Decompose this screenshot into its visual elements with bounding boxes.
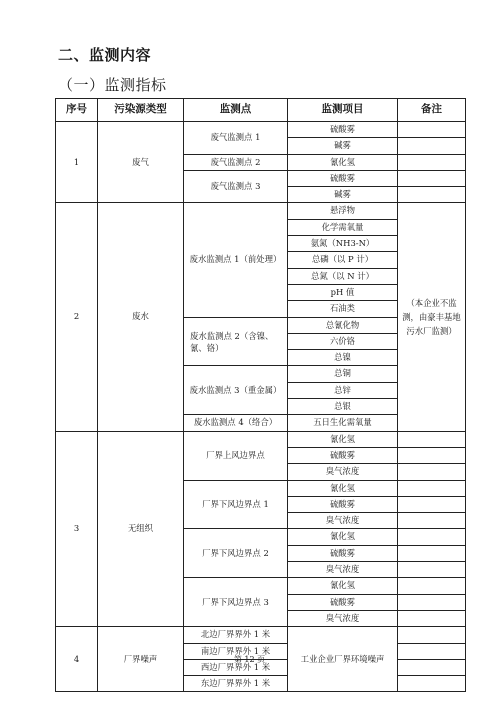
table-row bbox=[56, 431, 466, 447]
note-cell bbox=[398, 464, 466, 480]
source-type-cell: 废水 bbox=[98, 203, 184, 431]
header-cell: 监测项目 bbox=[288, 99, 398, 122]
monitoring-item-cell: 总氰化物 bbox=[288, 317, 398, 333]
note-cell: （本企业不监测，由豪丰基地污水厂监测） bbox=[398, 203, 466, 431]
monitoring-item-cell: 总银 bbox=[288, 399, 398, 415]
note-cell bbox=[398, 447, 466, 463]
monitoring-point-cell: 废气监测点 2 bbox=[184, 154, 288, 170]
monitoring-item-cell: 碱雾 bbox=[288, 138, 398, 154]
monitoring-item-cell: 总氮（以 N 计） bbox=[288, 268, 398, 284]
monitoring-item-cell: 硫酸雾 bbox=[288, 594, 398, 610]
monitoring-point-cell: 东边厂界界外 1 米 bbox=[184, 676, 288, 692]
monitoring-item-cell: 硫酸雾 bbox=[288, 122, 398, 138]
header-cell: 污染源类型 bbox=[98, 99, 184, 122]
monitoring-item-cell: 氨氮（NH3-N） bbox=[288, 236, 398, 252]
note-cell bbox=[398, 431, 466, 447]
monitoring-point-cell: 厂界下风边界点 1 bbox=[184, 480, 288, 529]
monitoring-point-cell: 厂界下风边界点 2 bbox=[184, 529, 288, 578]
monitoring-item-cell: 总锌 bbox=[288, 382, 398, 398]
note-cell bbox=[398, 562, 466, 578]
monitoring-point-cell: 废水监测点 1（前处理） bbox=[184, 203, 288, 317]
note-cell bbox=[398, 529, 466, 545]
monitoring-item-cell: 氰化氢 bbox=[288, 578, 398, 594]
note-cell bbox=[398, 578, 466, 594]
table-row bbox=[56, 627, 466, 643]
note-cell bbox=[398, 480, 466, 496]
subsection-heading: （一）监测指标 bbox=[58, 76, 167, 94]
monitoring-point-cell: 废水监测点 3（重金属） bbox=[184, 366, 288, 415]
note-cell bbox=[398, 676, 466, 692]
monitoring-item-cell: 硫酸雾 bbox=[288, 545, 398, 561]
monitoring-point-cell: 废气监测点 3 bbox=[184, 170, 288, 203]
monitoring-item-cell: 硫酸雾 bbox=[288, 447, 398, 463]
monitoring-point-cell: 废气监测点 1 bbox=[184, 122, 288, 155]
monitoring-table bbox=[55, 98, 466, 692]
note-cell bbox=[398, 496, 466, 512]
note-cell bbox=[398, 122, 466, 138]
source-type-cell: 厂界噪声 bbox=[98, 627, 184, 692]
monitoring-item-cell: 石油类 bbox=[288, 301, 398, 317]
monitoring-item-cell: 氰化氢 bbox=[288, 529, 398, 545]
note-cell bbox=[398, 187, 466, 203]
monitoring-point-cell: 厂界下风边界点 3 bbox=[184, 578, 288, 627]
note-cell bbox=[398, 610, 466, 626]
header-cell: 监测点 bbox=[184, 99, 288, 122]
note-cell bbox=[398, 545, 466, 561]
row-number-cell: 4 bbox=[56, 627, 98, 692]
monitoring-item-cell: 氰化氢 bbox=[288, 154, 398, 170]
monitoring-item-cell: 六价铬 bbox=[288, 333, 398, 349]
monitoring-point-cell: 废水监测点 4（络合） bbox=[184, 415, 288, 431]
monitoring-point-cell: 厂界上风边界点 bbox=[184, 431, 288, 480]
note-cell bbox=[398, 594, 466, 610]
note-cell bbox=[398, 138, 466, 154]
table-header-row bbox=[56, 99, 466, 122]
monitoring-item-cell: 臭气浓度 bbox=[288, 562, 398, 578]
header-cell: 备注 bbox=[398, 99, 466, 122]
page-number: 第 12 页 bbox=[233, 655, 266, 664]
table-row bbox=[56, 203, 466, 219]
monitoring-item-cell: 五日生化需氧量 bbox=[288, 415, 398, 431]
row-number-cell: 1 bbox=[56, 122, 98, 203]
note-cell bbox=[398, 627, 466, 643]
note-cell bbox=[398, 170, 466, 186]
row-number-cell: 2 bbox=[56, 203, 98, 431]
monitoring-point-cell: 南边厂界界外 1 米 bbox=[184, 643, 288, 659]
monitoring-item-cell: 化学需氧量 bbox=[288, 219, 398, 235]
header-cell: 序号 bbox=[56, 99, 98, 122]
table-row bbox=[56, 122, 466, 138]
monitoring-item-cell: 氰化氢 bbox=[288, 431, 398, 447]
note-cell bbox=[398, 513, 466, 529]
monitoring-item-cell: 臭气浓度 bbox=[288, 513, 398, 529]
monitoring-item-cell: 工业企业厂界环境噪声 bbox=[288, 627, 398, 692]
monitoring-item-cell: pH 值 bbox=[288, 284, 398, 300]
monitoring-item-cell: 碱雾 bbox=[288, 187, 398, 203]
monitoring-item-cell: 臭气浓度 bbox=[288, 610, 398, 626]
monitoring-item-cell: 悬浮物 bbox=[288, 203, 398, 219]
monitoring-item-cell: 总镍 bbox=[288, 350, 398, 366]
source-type-cell: 废气 bbox=[98, 122, 184, 203]
note-cell bbox=[398, 154, 466, 170]
monitoring-point-cell: 废水监测点 2（含镍、氰、铬） bbox=[184, 317, 288, 366]
source-type-cell: 无组织 bbox=[98, 431, 184, 627]
row-number-cell: 3 bbox=[56, 431, 98, 627]
monitoring-item-cell: 臭气浓度 bbox=[288, 464, 398, 480]
monitoring-item-cell: 氰化氢 bbox=[288, 480, 398, 496]
monitoring-item-cell: 硫酸雾 bbox=[288, 496, 398, 512]
section-heading: 二、监测内容 bbox=[58, 46, 152, 64]
monitoring-point-cell: 北边厂界界外 1 米 bbox=[184, 627, 288, 643]
monitoring-item-cell: 硫酸雾 bbox=[288, 170, 398, 186]
monitoring-point-cell: 西边厂界界外 1 米 bbox=[184, 659, 288, 675]
monitoring-item-cell: 总磷（以 P 计） bbox=[288, 252, 398, 268]
monitoring-item-cell: 总铜 bbox=[288, 366, 398, 382]
